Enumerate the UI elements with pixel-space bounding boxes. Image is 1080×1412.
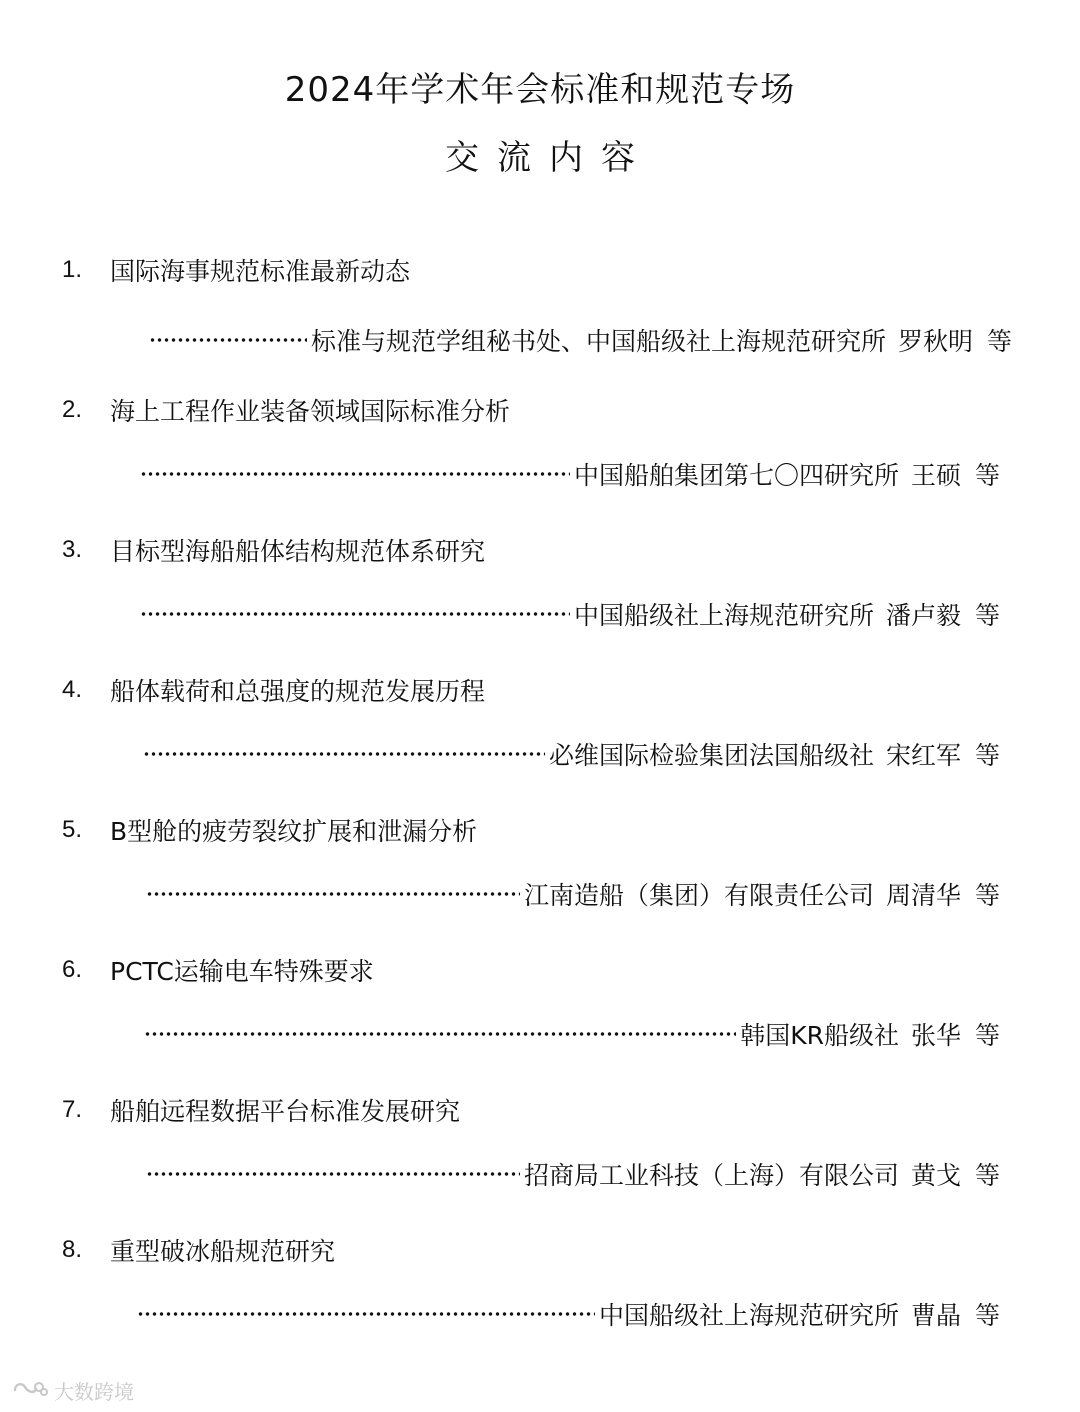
item-title: 目标型海船船体结构规范体系研究 (110, 537, 486, 566)
item-title-row (62, 1090, 460, 1130)
item-title: B型舱的疲劳裂纹扩展和泄漏分析 (110, 817, 478, 846)
item-title-row (62, 670, 485, 710)
item-presenter: 宋红军 (885, 741, 961, 770)
dot-leader (144, 1032, 736, 1036)
item-affiliation: 标准与规范学组秘书处、中国船级社上海规范研究所 (310, 327, 886, 356)
agenda-item (0, 1090, 1080, 1230)
page-title: 2024年学术年会标准和规范专场 (284, 70, 796, 110)
item-presenter: 罗秋明 (897, 327, 973, 356)
item-suffix: 等 (986, 327, 1012, 356)
item-suffix: 等 (974, 1161, 1000, 1190)
item-title: PCTC运输电车特殊要求 (110, 957, 374, 986)
dot-leader (137, 1312, 595, 1316)
item-number: 1. (62, 256, 83, 283)
item-title-row (62, 1230, 335, 1270)
agenda-item (0, 250, 1080, 390)
item-presenter-row (140, 454, 1000, 494)
item-number: 3. (62, 536, 83, 563)
dot-leader (146, 892, 520, 896)
item-presenter-row (143, 734, 1000, 774)
page-subtitle: 交流内容 (445, 138, 653, 178)
item-affiliation: 必维国际检验集团法国船级社 (548, 741, 874, 770)
agenda-item (0, 530, 1080, 670)
item-title: 重型破冰船规范研究 (110, 1237, 336, 1266)
item-suffix: 等 (974, 1021, 1000, 1050)
item-affiliation: 中国船级社上海规范研究所 (598, 1301, 899, 1330)
item-affiliation: 中国船舶集团第七〇四研究所 (573, 461, 899, 490)
item-presenter: 潘卢毅 (885, 601, 961, 630)
item-presenter-row (149, 320, 1012, 360)
item-presenter-row (146, 874, 1000, 914)
item-title-row (62, 530, 485, 570)
item-title-row (62, 950, 374, 990)
item-presenter-row (144, 1014, 1000, 1054)
item-suffix: 等 (974, 461, 1000, 490)
dot-leader (149, 338, 307, 342)
item-presenter: 周清华 (885, 881, 961, 910)
item-presenter-row (137, 1294, 1000, 1334)
item-title: 国际海事规范标准最新动态 (110, 257, 411, 286)
item-title: 海上工程作业装备领域国际标准分析 (110, 397, 511, 426)
agenda-item (0, 390, 1080, 530)
item-title: 船体载荷和总强度的规范发展历程 (110, 677, 486, 706)
item-presenter-row (146, 1154, 1000, 1194)
item-affiliation: 江南造船（集团）有限责任公司 (523, 881, 874, 910)
agenda-item (0, 670, 1080, 810)
dot-leader (146, 1172, 520, 1176)
agenda-item (0, 810, 1080, 950)
item-presenter: 曹晶 (910, 1301, 961, 1330)
logo-icon (12, 1379, 48, 1401)
item-number: 7. (62, 1096, 83, 1123)
item-number: 5. (62, 816, 83, 843)
agenda-item (0, 950, 1080, 1090)
item-title-row (62, 390, 510, 430)
item-presenter: 黄戈 (910, 1161, 961, 1190)
item-affiliation: 韩国KR船级社 (740, 1021, 899, 1050)
item-title-row (62, 250, 410, 290)
item-title: 船舶远程数据平台标准发展研究 (110, 1097, 461, 1126)
item-number: 2. (62, 396, 83, 423)
item-title-row (62, 810, 477, 850)
dot-leader (140, 612, 570, 616)
item-suffix: 等 (974, 601, 1000, 630)
item-presenter-row (140, 594, 1000, 634)
item-number: 6. (62, 956, 83, 983)
item-affiliation: 招商局工业科技（上海）有限公司 (523, 1161, 899, 1190)
item-number: 8. (62, 1236, 83, 1263)
item-suffix: 等 (974, 1301, 1000, 1330)
item-presenter: 张华 (910, 1021, 961, 1050)
item-presenter: 王硕 (910, 461, 961, 490)
item-affiliation: 中国船级社上海规范研究所 (573, 601, 874, 630)
item-number: 4. (62, 676, 83, 703)
dot-leader (140, 472, 570, 476)
watermark (12, 1376, 134, 1404)
item-suffix: 等 (974, 741, 1000, 770)
watermark-text: 大数跨境 (54, 1379, 134, 1404)
dot-leader (143, 752, 545, 756)
item-suffix: 等 (974, 881, 1000, 910)
agenda-item (0, 1230, 1080, 1370)
